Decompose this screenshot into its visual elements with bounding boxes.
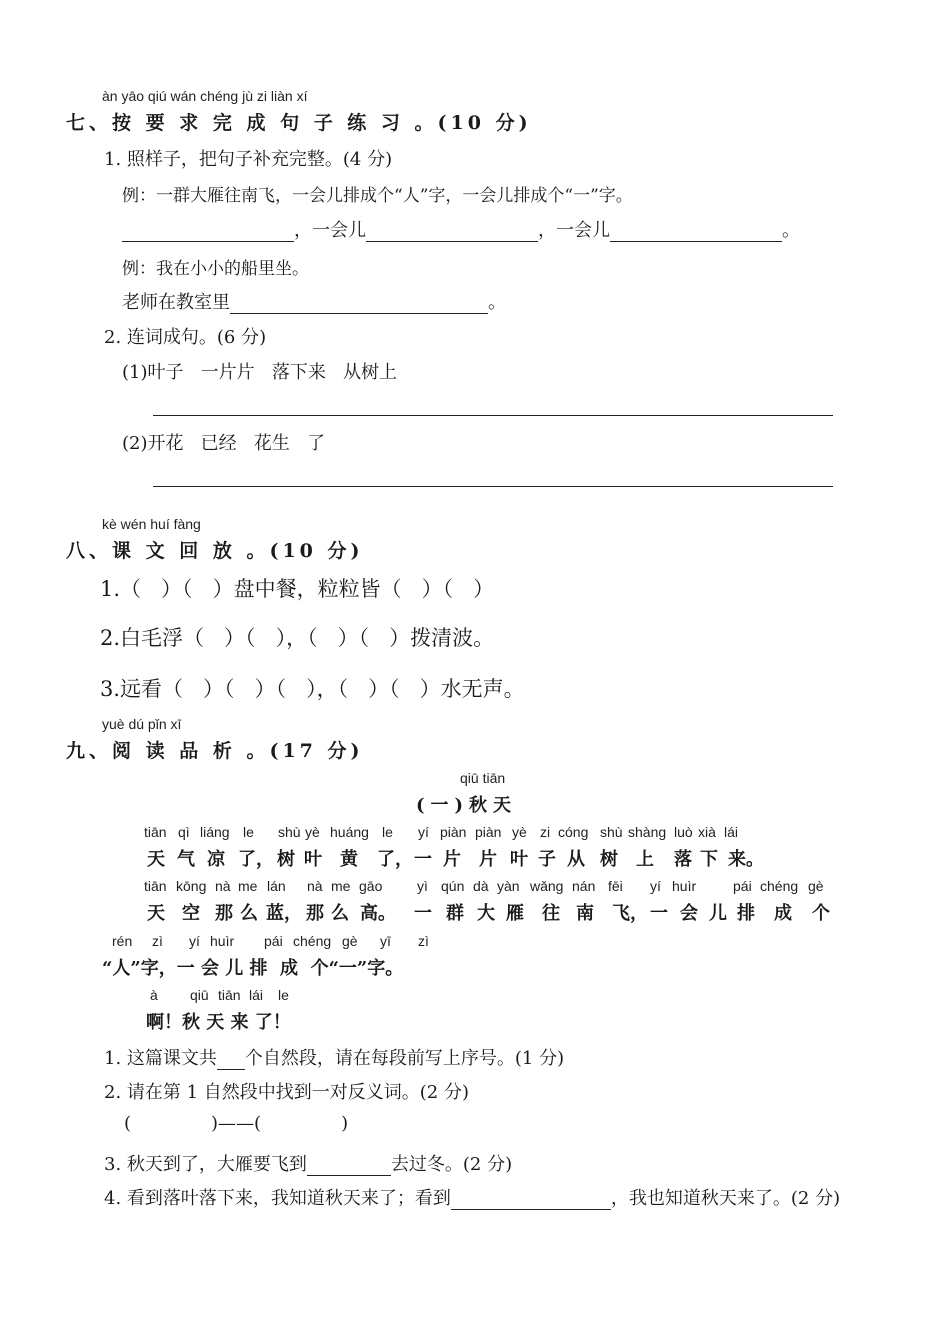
passage-line4-text: 啊！秋 天 来 了！ [146, 1012, 291, 1033]
passage-line4-pinyin: à qiū tiān lái le [150, 987, 289, 1003]
passage-line1-text: 天 气 凉 了， 树 叶 黄 了， 一 片 片 叶 子 从 树 上 落 下 来。 [147, 849, 764, 870]
q7-1-example2: 例：我在小小的船里坐。 [122, 259, 309, 279]
q9-4-suffix: ，我也知道秋天来了。(2 分) [610, 1188, 841, 1209]
q9-3 [104, 1150, 512, 1176]
passage-line2-pinyin: tiān kōng nà me lán nà me gāo yì qún dà yàn wǎng nán fēi yí huìr pái chéng gè [144, 878, 824, 894]
q8-2: 2.白毛浮（ ）（ ），（ ）（ ）拨清波。 [100, 626, 495, 650]
answer-line-2[interactable] [153, 486, 833, 487]
q9-4-prefix: 4. 看到落叶落下来，我知道秋天来了；看到 [104, 1188, 451, 1209]
passage-line3-text: “人”字，一 会 儿 排 成 个“一”字。 [102, 958, 404, 979]
section9-title: 九、阅 读 品 析 。(17 分) [66, 740, 364, 762]
passage-title: (一)秋天 [416, 795, 518, 816]
answer-line-1[interactable] [153, 415, 833, 416]
answer-blank[interactable] [307, 1155, 391, 1176]
q7-1-fill1 [122, 216, 800, 242]
q9-3-prefix: 3. 秋天到了，大雁要飞到 [104, 1154, 307, 1175]
fill1-part1: ，一会儿 [294, 220, 366, 241]
fill1-part2: ，一会儿 [538, 220, 610, 241]
section7-pinyin: àn yāo qiú wán chéng jù zi liàn xí [102, 88, 308, 104]
section8-pinyin: kè wén huí fàng [102, 516, 201, 532]
passage-title-pinyin: qiū tiān [460, 770, 506, 786]
fill1-end: 。 [782, 220, 800, 241]
q9-2-answer [124, 1113, 348, 1134]
q7-1-example1: 例：一群大雁往南飞，一会儿排成个“人”字，一会儿排成个“一”字。 [122, 186, 633, 206]
q9-1 [104, 1044, 564, 1070]
q7-2-label: 2. 连词成句。(6 分) [104, 327, 267, 348]
passage-line3-pinyin: rén zì yí huìr pái chéng gè yī zì [112, 933, 429, 949]
paren-open: ( [124, 1113, 132, 1134]
section7-title: 七、按 要 求 完 成 句 子 练 习 。(10 分) [66, 112, 532, 134]
q9-1-suffix: 个自然段，请在每段前写上序号。(1 分) [244, 1048, 565, 1069]
section8-title: 八、课 文 回 放 。(10 分) [66, 540, 364, 562]
q7-1-label: 1. 照样子，把句子补充完整。(4 分) [104, 149, 393, 170]
q9-3-suffix: 去过冬。(2 分) [390, 1154, 513, 1175]
passage-line1-pinyin: tiān qì liáng le shù yè huáng le yí piàn piàn yè zi cóng shù shàng luò xià lái [144, 824, 739, 840]
fill2-prefix: 老师在教室里 [122, 292, 230, 313]
answer-blank[interactable] [122, 221, 294, 242]
q9-1-prefix: 1. 这篇课文共 [104, 1048, 217, 1069]
answer-blank[interactable] [610, 221, 782, 242]
paren-middle: )——( [211, 1113, 262, 1134]
q9-4 [104, 1184, 840, 1210]
answer-blank[interactable] [230, 293, 488, 314]
q7-2-item1: (1)叶子 一片片 落下来 从树上 [122, 362, 397, 383]
q7-1-fill2 [122, 288, 506, 314]
q8-3: 3.远看（ ）（ ）（ ），（ ）（ ）水无声。 [100, 677, 525, 701]
answer-blank[interactable] [217, 1049, 245, 1070]
q9-2: 2. 请在第 1 自然段中找到一对反义词。(2 分) [104, 1082, 470, 1103]
passage-line2-text: 天 空 那 么 蓝， 那 么 高。 一 群 大 雁 往 南 飞， 一 会 儿 排 成 个 [147, 903, 830, 924]
answer-blank[interactable] [366, 221, 538, 242]
fill2-end: 。 [488, 292, 506, 313]
q8-1: 1.（ ）（ ）盘中餐，粒粒皆（ ）（ ） [100, 577, 495, 601]
answer-blank[interactable] [451, 1189, 611, 1210]
paren-close: ) [341, 1113, 349, 1134]
q7-2-item2: (2)开花 已经 花生 了 [122, 433, 325, 454]
section9-pinyin: yuè dú pǐn xī [102, 716, 182, 732]
